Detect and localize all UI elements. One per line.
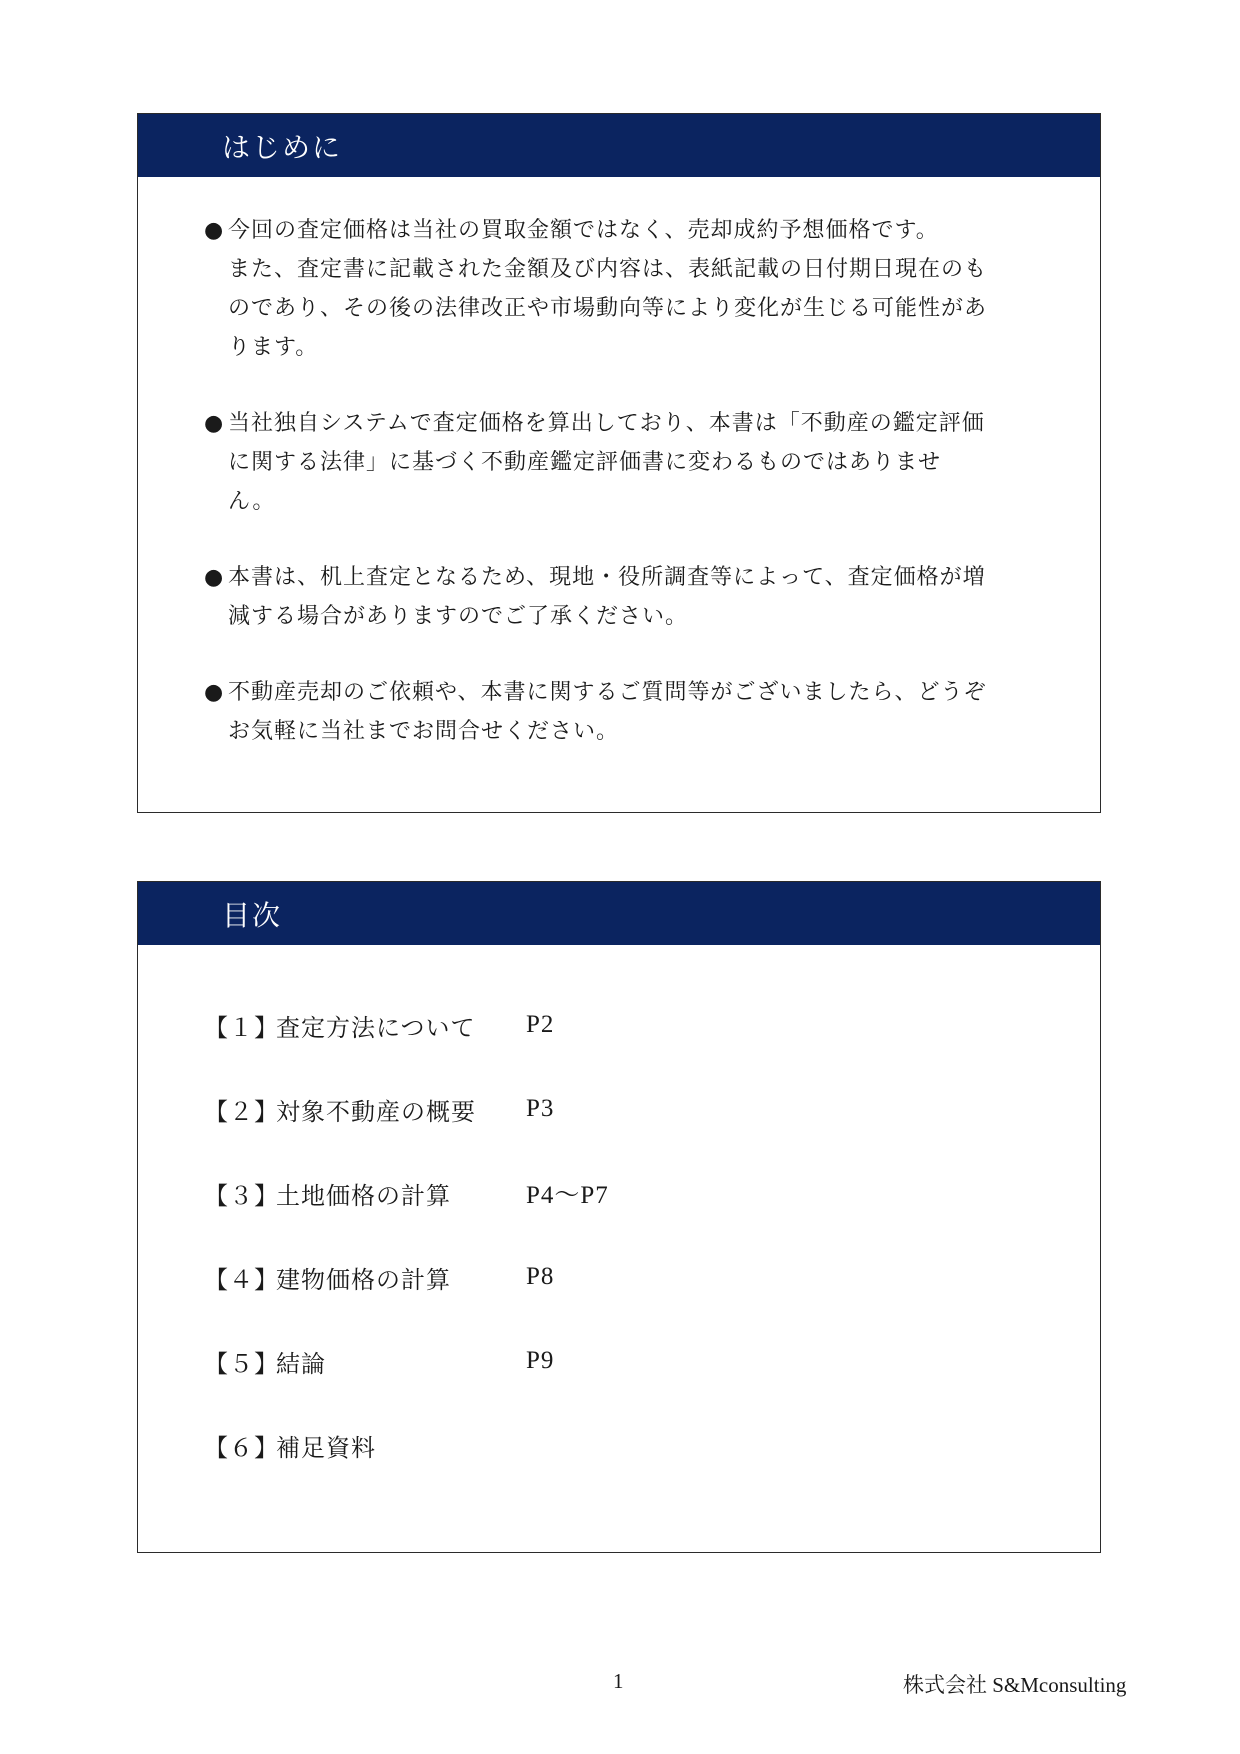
bullet-icon: ●	[204, 680, 225, 705]
intro-title: はじめに	[222, 130, 343, 164]
intro-section	[137, 113, 1101, 813]
intro-paragraph-text: 今回の査定価格は当社の買取金額ではなく、売却成約予想価格です。 また、査定書に記載された金額及び内容は、表紙記載の日付期日現在のものであり、その後の法律改正や市場動向等により変化が生じる可能性があります。	[228, 218, 988, 360]
page-number: 1	[613, 1669, 624, 1693]
intro-paragraph-text: 当社独自システムで査定価格を算出しており、本書は「不動産の鑑定評価に関する法律」に基づく不動産鑑定評価書に変わるものではありません。	[228, 411, 985, 514]
toc-header	[138, 882, 1100, 945]
bullet-icon: ●	[204, 565, 225, 590]
toc-item-label: 土地価格の計算	[276, 1181, 451, 1210]
toc-item-number: 【３】	[204, 1181, 279, 1210]
toc-item	[204, 1151, 1100, 1235]
toc-item-page: P2	[526, 1011, 555, 1038]
toc-item-page: P4～P7	[526, 1182, 609, 1209]
intro-paragraph	[204, 211, 1060, 367]
intro-paragraph	[204, 673, 1060, 751]
toc-item-number: 【６】	[204, 1433, 279, 1462]
toc-item	[204, 1067, 1100, 1151]
intro-body	[138, 177, 1100, 751]
toc-item-number: 【２】	[204, 1097, 279, 1126]
toc-item-page: P3	[526, 1095, 555, 1122]
toc-item	[204, 1235, 1100, 1319]
toc-item-number: 【１】	[204, 1013, 279, 1042]
toc-item	[204, 1319, 1100, 1403]
toc-item	[204, 1403, 1100, 1487]
toc-item-label: 結論	[276, 1349, 326, 1378]
toc-list	[138, 945, 1100, 1487]
company-name: 株式会社 S&Mconsulting	[903, 1673, 1127, 1697]
intro-paragraph	[204, 404, 1060, 521]
intro-paragraph-text: 不動産売却のご依頼や、本書に関するご質問等がございましたら、どうぞお気軽に当社までお問合せください。	[228, 680, 987, 744]
toc-item-number: 【４】	[204, 1265, 279, 1294]
toc-item-page: P9	[526, 1347, 555, 1374]
toc-title: 目次	[222, 898, 283, 932]
toc-item-label: 対象不動産の概要	[276, 1097, 476, 1126]
bullet-icon: ●	[204, 411, 225, 436]
toc-item	[204, 983, 1100, 1067]
toc-item-page: P8	[526, 1263, 555, 1290]
toc-item-number: 【５】	[204, 1349, 279, 1378]
toc-item-label: 補足資料	[276, 1433, 376, 1462]
bullet-icon: ●	[204, 218, 225, 243]
intro-header	[138, 114, 1100, 177]
intro-paragraph	[204, 558, 1060, 636]
toc-section	[137, 881, 1101, 1553]
toc-item-label: 査定方法について	[276, 1013, 476, 1042]
intro-paragraph-text: 本書は、机上査定となるため、現地・役所調査等によって、査定価格が増減する場合がありますのでご了承ください。	[228, 565, 986, 629]
toc-item-label: 建物価格の計算	[276, 1265, 451, 1294]
